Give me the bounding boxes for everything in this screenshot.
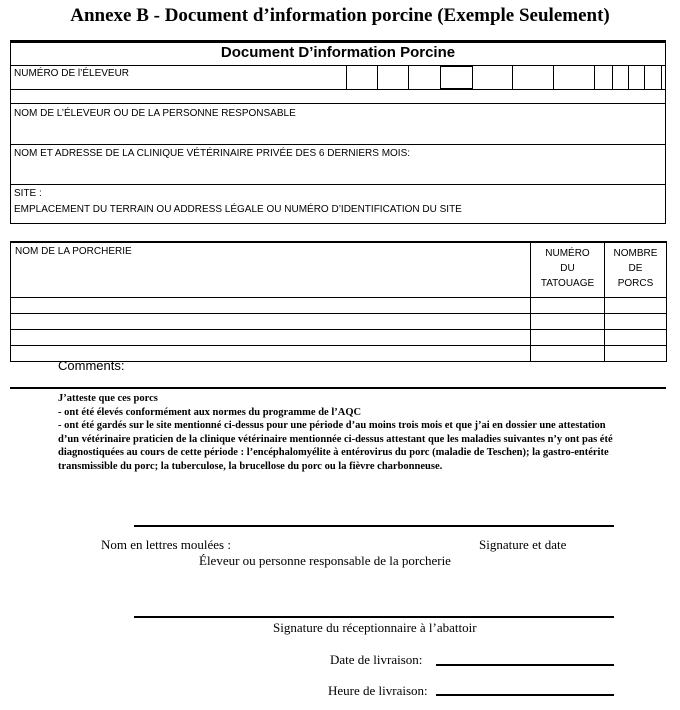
table-cell[interactable] (531, 330, 605, 346)
table-cell[interactable] (605, 298, 667, 314)
delivery-time-line[interactable] (436, 694, 614, 696)
delivery-time-label: Heure de livraison: (328, 683, 428, 698)
table-cell[interactable] (605, 314, 667, 330)
signature-date-label: Signature et date (479, 537, 567, 552)
comments-label: Comments: (58, 358, 125, 373)
comments-divider (10, 387, 666, 389)
attestation-intro: J’atteste que ces porcs (58, 393, 158, 404)
divider (10, 89, 666, 90)
divider (10, 223, 666, 224)
delivery-date-label: Date de livraison: (330, 652, 423, 667)
breeder-number-label: NUMÉRO DE l’ÉLEVEUR (14, 68, 130, 79)
column-header-tattoo-number (531, 242, 605, 298)
digit-box[interactable] (513, 66, 554, 89)
column-header-pig-count (605, 242, 667, 298)
digit-box[interactable] (473, 66, 513, 89)
digit-box[interactable] (554, 66, 595, 89)
table-cell[interactable] (531, 346, 605, 362)
annex-title: Annexe B - Document d’information porcine (Exemple Seulement) (70, 5, 610, 26)
signature-line[interactable] (134, 525, 614, 527)
site-location-label: EMPLACEMENT DU TERRAIN OU ADDRESS LÉGALE OU NUMÉRO D’IDENTIFICATION DU SITE (14, 204, 462, 215)
divider (10, 144, 666, 145)
receiver-signature-label: Signature du réceptionnaire à l’abattoir (273, 620, 477, 635)
divider (10, 103, 666, 104)
header-line: NOMBRE (613, 248, 658, 259)
vet-clinic-label: NOM ET ADRESSE DE LA CLINIQUE VÉTÉRINAIRE PRIVÉE DES 6 DERNIERS MOIS: (14, 148, 411, 159)
digit-box[interactable] (613, 66, 629, 89)
attestation-item: - ont été élevés conformément aux normes du programme de l’AQC (58, 406, 362, 418)
attestation-item: - ont été gardés sur le site mentionné ci-dessus pour une période d’au moins trois mois et que j’ai en dossier une attestation d’un vétérinaire praticien de la clinique vétérinaire mentionnée ci-dessus attestant que les maladies suivantes n’y ont pas été diagnostiquées au cours de cette période : l’encéphalomyélite à entérovirus du porc (maladie de Teschen); la gastro-entérite transmissible du porc; la tuberculose, la brucellose du porc ou la fièvre charbonneuse. (58, 420, 613, 472)
pig-table (10, 241, 667, 362)
digit-box[interactable] (347, 66, 378, 89)
table-cell[interactable] (605, 346, 667, 362)
table-row (11, 330, 667, 346)
digit-box[interactable] (378, 66, 409, 89)
header-line: NUMÉRO (545, 248, 590, 259)
header-line: PORCS (617, 278, 654, 289)
breeder-name-label: NOM DE L’ÉLEVEUR OU DE LA PERSONNE RESPONSABLE (14, 108, 296, 119)
table-cell[interactable] (11, 330, 531, 346)
digit-box[interactable] (441, 66, 473, 89)
delivery-date-line[interactable] (436, 664, 614, 666)
receiver-signature-line[interactable] (134, 616, 614, 618)
attestation-text (58, 392, 618, 473)
header-line: DE (628, 263, 643, 274)
table-cell[interactable] (11, 314, 531, 330)
header-line: TATOUAGE (540, 278, 595, 289)
digit-box[interactable] (409, 66, 441, 89)
site-label: SITE : (14, 188, 42, 199)
table-header-row (11, 242, 667, 298)
document-title: Document D’information Porcine (220, 44, 456, 61)
digit-box[interactable] (629, 66, 645, 89)
digit-box[interactable] (645, 66, 662, 89)
table-row (11, 314, 667, 330)
table-cell[interactable] (531, 298, 605, 314)
column-header-barn-name: NOM DE LA PORCHERIE (11, 242, 531, 298)
breeder-role-label: Éleveur ou personne responsable de la porcherie (199, 553, 451, 568)
table-cell[interactable] (531, 314, 605, 330)
table-cell[interactable] (11, 298, 531, 314)
divider (10, 184, 666, 185)
table-row (11, 298, 667, 314)
printed-name-label: Nom en lettres moulées : (101, 537, 231, 552)
breeder-number-boxes[interactable] (346, 66, 662, 89)
digit-box[interactable] (595, 66, 613, 89)
table-cell[interactable] (605, 330, 667, 346)
header-line: DU (560, 263, 575, 274)
